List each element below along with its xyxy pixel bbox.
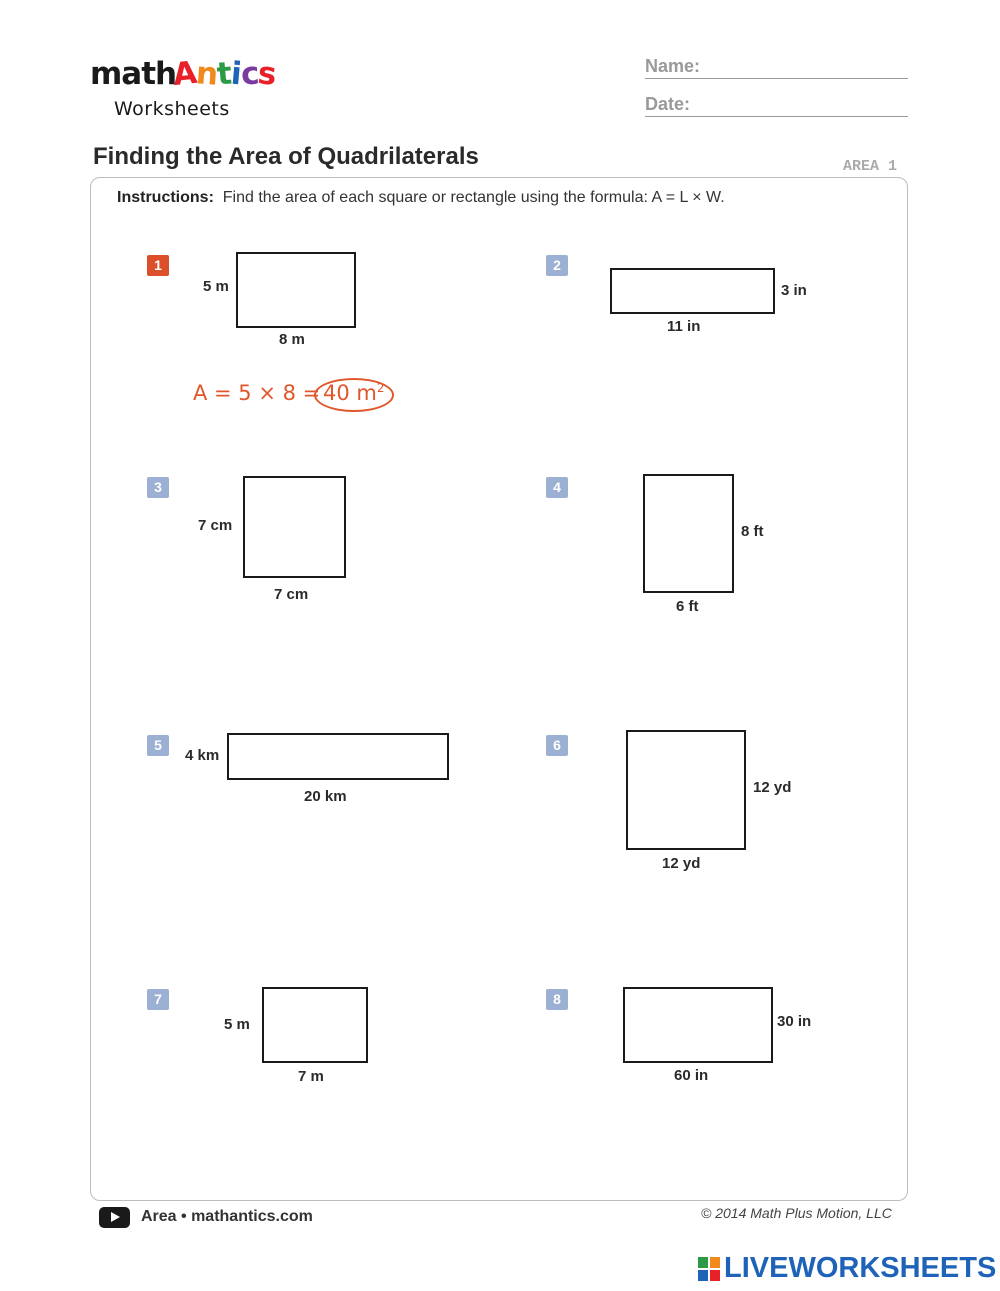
bottom-length-label: 11 in (667, 318, 701, 335)
logo-antics-letter: A (171, 54, 198, 94)
worksheet-frame (90, 177, 908, 1201)
name-field[interactable] (645, 78, 908, 79)
problem-number-badge: 5 (147, 735, 169, 756)
worksheet-code: AREA 1 (843, 158, 898, 175)
instructions-text: Find the area of each square or rectangle using the formula: A = L × W. (222, 189, 725, 206)
answer-value-text: 40 m (323, 381, 377, 405)
logo-antics-letter: s (256, 55, 278, 93)
side-length-label: 3 in (781, 282, 807, 299)
youtube-play-icon (99, 1207, 130, 1228)
copyright: © 2014 Math Plus Motion, LLC (701, 1205, 892, 1221)
bottom-length-label: 7 cm (274, 586, 309, 603)
side-length-label: 4 km (185, 747, 220, 764)
side-length-label: 8 ft (741, 523, 764, 540)
bottom-length-label: 12 yd (662, 855, 701, 872)
instructions (117, 189, 725, 207)
bottom-length-label: 7 m (298, 1068, 324, 1085)
rectangle-figure (623, 987, 773, 1063)
problem-number-badge: 6 (546, 735, 568, 756)
side-length-label: 12 yd (753, 779, 792, 796)
liveworksheets-logo-icon (698, 1257, 721, 1282)
footer-link[interactable]: Area • mathantics.com (141, 1208, 313, 1225)
page-title: Finding the Area of Quadrilaterals (93, 143, 479, 170)
date-field[interactable] (645, 116, 908, 117)
logo-math-text: math (90, 56, 177, 92)
side-length-label: 30 in (777, 1013, 812, 1030)
rectangle-figure (610, 268, 775, 314)
square-figure (626, 730, 746, 850)
example-answer-value (323, 381, 385, 405)
instructions-label: Instructions: (117, 189, 214, 206)
bottom-length-label: 60 in (674, 1067, 709, 1084)
rectangle-figure (236, 252, 356, 328)
bottom-length-label: 6 ft (676, 598, 699, 615)
side-length-label: 7 cm (198, 517, 233, 534)
logo-antics-letter: t (215, 55, 233, 93)
problem-number-badge: 1 (147, 255, 169, 276)
example-answer-equation: A = 5 × 8 = (193, 381, 321, 405)
rectangle-figure (262, 987, 368, 1063)
bottom-length-label: 8 m (279, 331, 305, 348)
problem-number-badge: 2 (546, 255, 568, 276)
problem-number-badge: 7 (147, 989, 169, 1010)
problem-number-badge: 3 (147, 477, 169, 498)
problem-number-badge: 8 (546, 989, 568, 1010)
liveworksheets-brand[interactable]: LIVEWORKSHEETS (724, 1252, 997, 1284)
rectangle-figure (643, 474, 734, 593)
name-label: Name: (645, 56, 701, 76)
logo-antics-letter: n (194, 55, 219, 93)
date-label: Date: (645, 94, 691, 114)
side-length-label: 5 m (203, 278, 229, 295)
problem-number-badge: 4 (546, 477, 568, 498)
bottom-length-label: 20 km (304, 788, 347, 805)
logo-antics-letter: i (229, 55, 243, 93)
logo-subtitle: Worksheets (114, 98, 230, 120)
side-length-label: 5 m (224, 1016, 250, 1033)
answer-exponent: 2 (376, 381, 385, 395)
rectangle-figure (227, 733, 449, 780)
logo-antics-letter: c (239, 55, 260, 93)
square-figure (243, 476, 346, 578)
logo-antics-text (171, 54, 278, 94)
